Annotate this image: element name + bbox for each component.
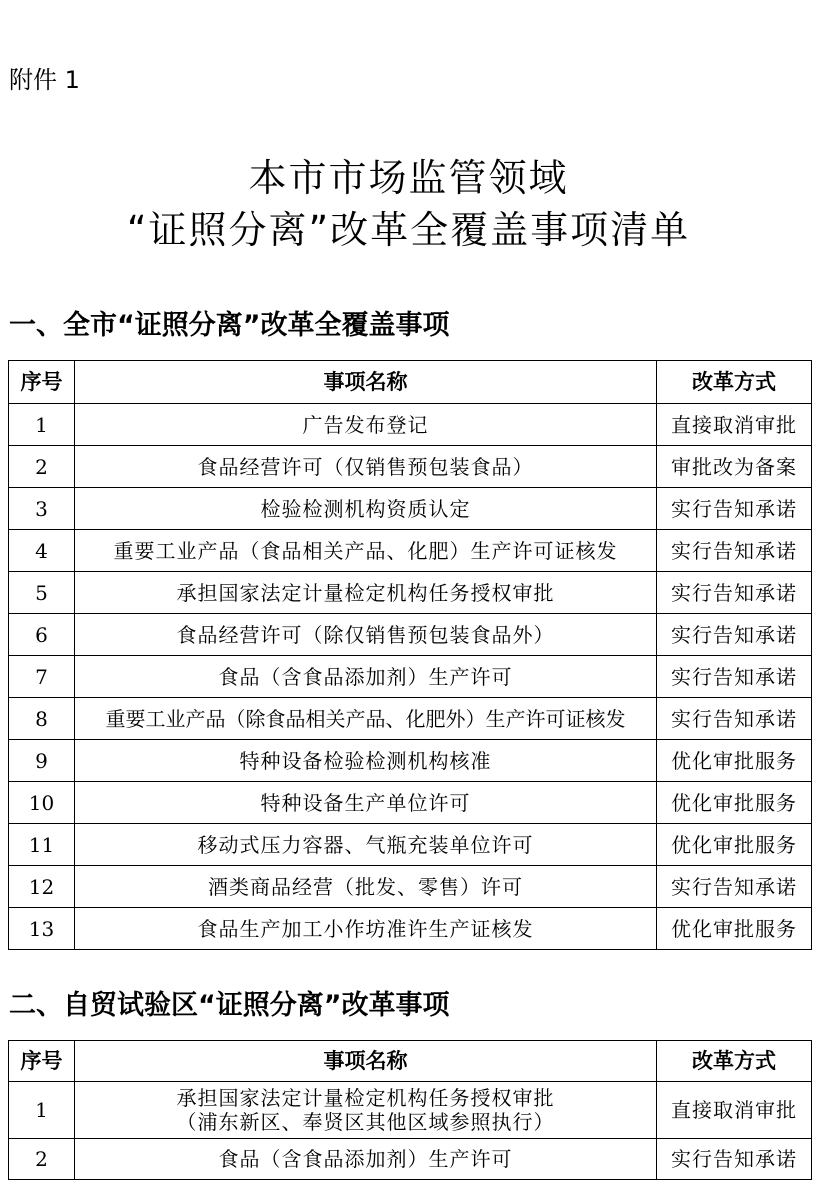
row-number: 7	[9, 656, 75, 698]
row-reform-method: 实行告知承诺	[657, 866, 812, 908]
header-reform-method: 改革方式	[657, 1041, 812, 1082]
row-item-name: 食品（含食品添加剂）生产许可	[75, 656, 657, 698]
row-item-name: 广告发布登记	[75, 404, 657, 446]
table-row	[9, 614, 812, 656]
row-number: 4	[9, 530, 75, 572]
table-row	[9, 572, 812, 614]
table-row	[9, 866, 812, 908]
row-item-name-line1: 承担国家法定计量检定机构任务授权审批	[176, 1086, 555, 1110]
row-number: 5	[9, 572, 75, 614]
table-row	[9, 782, 812, 824]
header-item-name: 事项名称	[75, 1041, 657, 1082]
row-item-name-line2: （浦东新区、奉贤区其他区域参照执行）	[176, 1110, 555, 1134]
table-row	[9, 698, 812, 740]
row-number: 6	[9, 614, 75, 656]
row-item-name: 特种设备生产单位许可	[75, 782, 657, 824]
row-number: 3	[9, 488, 75, 530]
row-reform-method: 优化审批服务	[657, 908, 812, 950]
row-reform-method: 审批改为备案	[657, 446, 812, 488]
row-number: 13	[9, 908, 75, 950]
section2-heading: 二、自贸试验区“证照分离”改革事项	[9, 990, 450, 1021]
row-item-name: 食品经营许可（除仅销售预包装食品外）	[75, 614, 657, 656]
table-row	[9, 1082, 812, 1139]
row-number: 2	[9, 1139, 75, 1180]
row-reform-method: 直接取消审批	[657, 1082, 812, 1139]
row-number: 11	[9, 824, 75, 866]
attachment-label: 附件 1	[9, 66, 80, 94]
row-item-name	[75, 1082, 657, 1139]
row-reform-method: 直接取消审批	[657, 404, 812, 446]
row-item-name: 重要工业产品（食品相关产品、化肥）生产许可证核发	[75, 530, 657, 572]
header-item-name: 事项名称	[75, 361, 657, 404]
row-reform-method: 实行告知承诺	[657, 656, 812, 698]
table-row	[9, 656, 812, 698]
row-item-name: 食品经营许可（仅销售预包装食品）	[75, 446, 657, 488]
row-item-name: 食品（含食品添加剂）生产许可	[75, 1139, 657, 1180]
table-row	[9, 740, 812, 782]
section1-heading: 一、全市“证照分离”改革全覆盖事项	[9, 310, 450, 341]
row-number: 12	[9, 866, 75, 908]
row-item-name: 食品生产加工小作坊准许生产证核发	[75, 908, 657, 950]
row-reform-method: 实行告知承诺	[657, 530, 812, 572]
table-row	[9, 446, 812, 488]
row-number: 8	[9, 698, 75, 740]
row-reform-method: 实行告知承诺	[657, 572, 812, 614]
row-number: 2	[9, 446, 75, 488]
row-item-name: 检验检测机构资质认定	[75, 488, 657, 530]
row-reform-method: 实行告知承诺	[657, 614, 812, 656]
table-row	[9, 530, 812, 572]
row-reform-method: 实行告知承诺	[657, 698, 812, 740]
row-number: 10	[9, 782, 75, 824]
row-reform-method: 实行告知承诺	[657, 488, 812, 530]
row-reform-method: 优化审批服务	[657, 740, 812, 782]
row-reform-method: 优化审批服务	[657, 782, 812, 824]
row-number: 1	[9, 1082, 75, 1139]
row-item-name: 移动式压力容器、气瓶充装单位许可	[75, 824, 657, 866]
document-title-line2: “证照分离”改革全覆盖事项清单	[126, 208, 691, 252]
table-row	[9, 488, 812, 530]
header-number: 序号	[9, 361, 75, 404]
document-title-line1: 本市市场监管领域	[248, 156, 569, 200]
table-header-row	[9, 361, 812, 404]
section1-table	[8, 360, 812, 950]
header-number: 序号	[9, 1041, 75, 1082]
header-reform-method: 改革方式	[657, 361, 812, 404]
row-item-name: 特种设备检验检测机构核准	[75, 740, 657, 782]
table-row	[9, 1139, 812, 1180]
table-header-row	[9, 1041, 812, 1082]
row-item-name: 承担国家法定计量检定机构任务授权审批	[75, 572, 657, 614]
row-item-name: 重要工业产品（除食品相关产品、化肥外）生产许可证核发	[75, 698, 657, 740]
table-row	[9, 908, 812, 950]
table-row	[9, 404, 812, 446]
row-number: 1	[9, 404, 75, 446]
table-row	[9, 824, 812, 866]
row-reform-method: 优化审批服务	[657, 824, 812, 866]
row-reform-method: 实行告知承诺	[657, 1139, 812, 1180]
row-item-name: 酒类商品经营（批发、零售）许可	[75, 866, 657, 908]
row-number: 9	[9, 740, 75, 782]
section2-table	[8, 1040, 812, 1180]
